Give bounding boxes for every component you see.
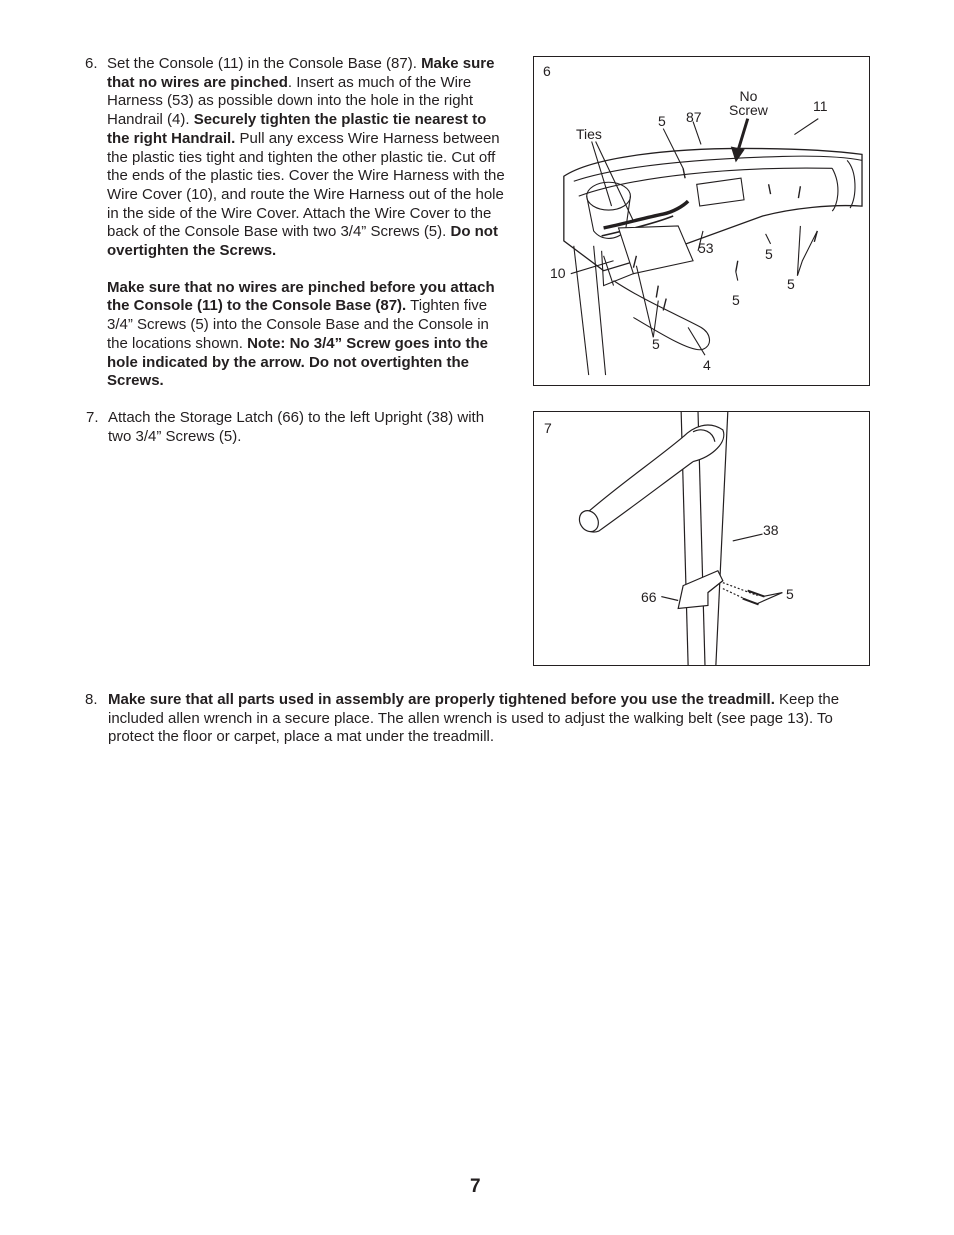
- step-8-text: [108, 691, 868, 747]
- step-number: 7.: [86, 409, 99, 426]
- step-8-bold-text: Make sure that all parts used in assembly are properly tightened before you use the treadmill.: [108, 691, 775, 708]
- figure-7-drawing: [534, 412, 869, 665]
- step-8-plain-text: Keep the included allen wrench in a secure place. The allen wrench is used to adjust the walking belt (see page 13). To protect the floor or carpet, place a mat under the treadmill.: [108, 691, 840, 746]
- step-7-text: Attach the Storage Latch (66) to the left Upright (38) with two 3/4” Screws (5).: [108, 409, 485, 445]
- bold-text: Note: No 3/4” Screw goes into the hole indicated by the arrow. Do not overtighten the Screws.: [107, 334, 488, 390]
- label-wire-cover: 10: [550, 265, 566, 281]
- page-number: 7: [470, 1176, 481, 1197]
- label-screw: 5: [658, 113, 666, 129]
- step-6-paragraph-2: [107, 279, 507, 391]
- figure-number: 6: [543, 63, 551, 79]
- figure-number: 7: [544, 420, 552, 436]
- label-no-screw: No Screw: [729, 88, 768, 118]
- label-screws: 5: [786, 586, 794, 602]
- bold-text: Securely tighten the plastic tie nearest to the right Handrail.: [107, 111, 487, 147]
- label-screw: 5: [787, 276, 795, 292]
- bold-text: Make sure that no wires are pinched: [107, 55, 495, 91]
- label-handrail: 4: [703, 357, 711, 373]
- label-wire-harness: 53: [698, 240, 714, 256]
- figure-6: [533, 56, 870, 386]
- step-7: [86, 409, 488, 446]
- label-storage-latch: 66: [641, 589, 657, 605]
- bold-text: Make sure that no wires are pinched before you attach the Console (11) to the Console Base (87).: [107, 278, 495, 315]
- step-number: 8.: [85, 691, 98, 708]
- plain-text: . Insert as much of the Wire Harness (53) as possible down into the hole in the right Handrail (4).: [107, 73, 474, 129]
- figure-7: [533, 411, 870, 666]
- label-console-base: 87: [686, 109, 702, 125]
- label-screw: 5: [652, 336, 660, 352]
- step-6-paragraph-1: [107, 55, 507, 261]
- plain-text: Pull any excess Wire Harness between the plastic ties tight and tighten the other plastic tie. Cut off the ends of the plastic ties. Cover the Wire Harness with the Wire Cover (10), and route the Wire Harness out of the hole in the side of the Wire Cover. Attach the Wire Cover to the back of the Console Base with two 3/4” Screws (5).: [107, 129, 505, 241]
- step-8: [85, 691, 868, 747]
- bold-text: Do not overtighten the Screws.: [107, 223, 498, 260]
- label-console: 11: [813, 98, 828, 114]
- plain-text: Tighten five 3/4” Screws (5) into the Console Base and the Console in the locations shown.: [107, 297, 489, 352]
- plain-text: Set the Console (11) in the Console Base (87).: [107, 55, 422, 72]
- label-screw: 5: [732, 292, 740, 308]
- label-ties: Ties: [576, 126, 602, 142]
- step-number: 6.: [85, 55, 98, 72]
- step-6: [85, 55, 507, 391]
- label-screw: 5: [765, 246, 773, 262]
- label-upright: 38: [763, 522, 779, 538]
